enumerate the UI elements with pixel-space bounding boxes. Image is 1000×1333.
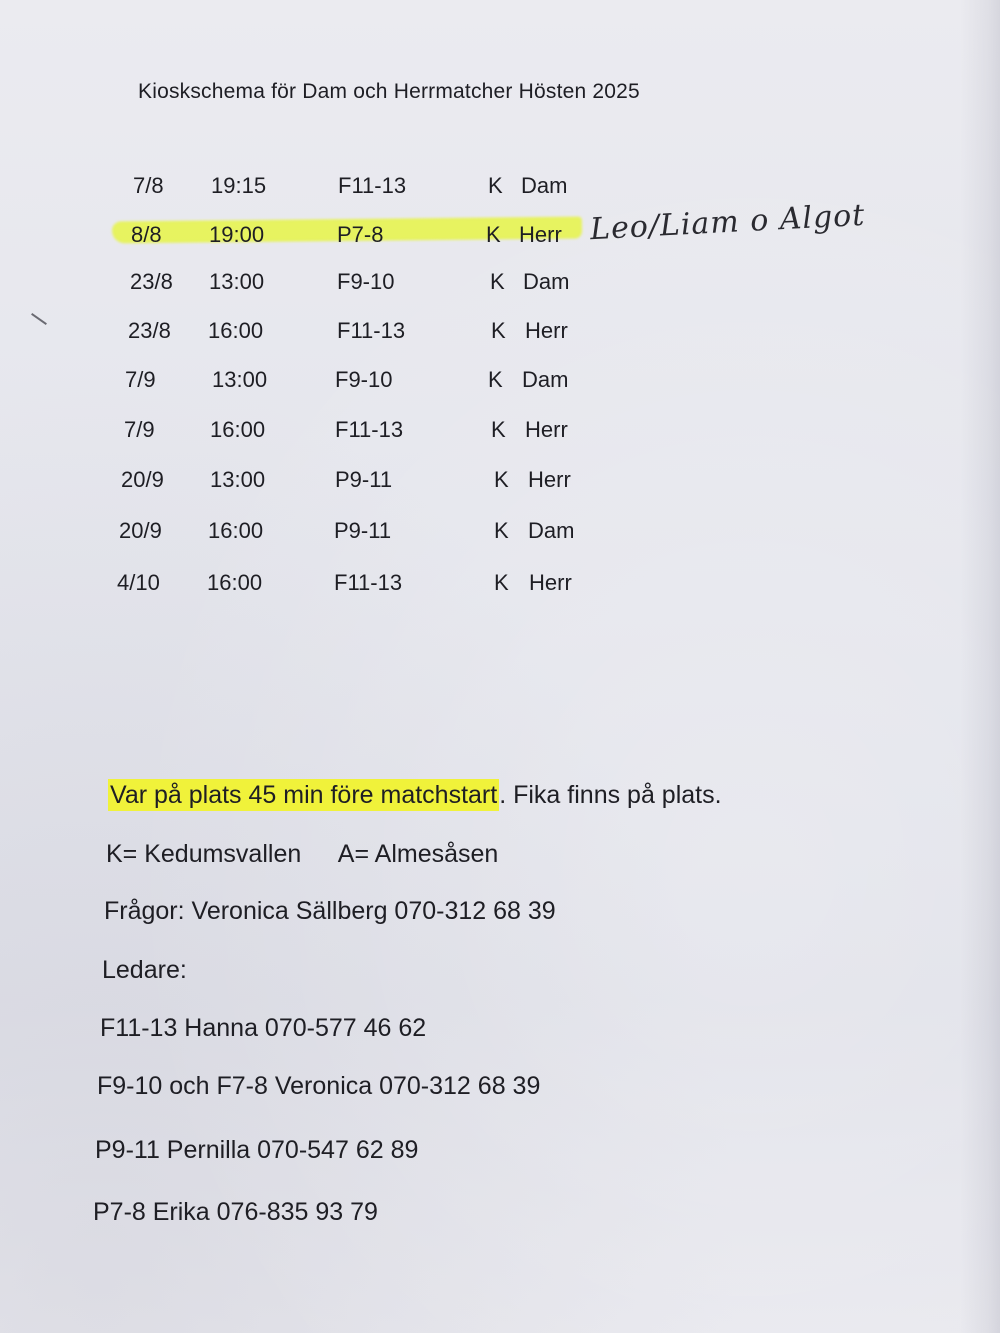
schedule-date: 23/8 bbox=[130, 269, 173, 294]
leader-contact: P7-8 Erika 076-835 93 79 bbox=[93, 1198, 378, 1226]
schedule-team: P9-11 bbox=[335, 467, 393, 492]
legend-k: K= Kedumsvallen bbox=[106, 840, 302, 868]
leaders-heading: Ledare: bbox=[102, 956, 187, 984]
schedule-date: 8/8 bbox=[131, 222, 162, 247]
handwritten-note: Leo/Liam o Algot bbox=[589, 197, 867, 248]
schedule-row bbox=[117, 570, 677, 604]
schedule-team: F11-13 bbox=[334, 570, 403, 595]
schedule-date: 23/8 bbox=[128, 318, 171, 343]
schedule-team: F11-13 bbox=[338, 173, 407, 198]
schedule-team: F11-13 bbox=[337, 318, 406, 343]
schedule-time: 16:00 bbox=[207, 570, 263, 595]
schedule-row bbox=[119, 518, 679, 552]
legend-a: A= Almesåsen bbox=[337, 840, 499, 868]
schedule-time: 13:00 bbox=[209, 269, 265, 294]
schedule-row bbox=[133, 173, 693, 207]
schedule-time: 19:00 bbox=[209, 222, 265, 247]
notice-rest-text: . Fika finns på plats. bbox=[499, 781, 722, 809]
schedule-row bbox=[130, 269, 690, 303]
schedule-date: 20/9 bbox=[121, 467, 164, 492]
schedule-date: 7/9 bbox=[125, 367, 156, 392]
schedule-place: K bbox=[491, 318, 506, 343]
notice-line bbox=[108, 781, 722, 810]
schedule-place: K bbox=[491, 417, 506, 442]
schedule-date: 20/9 bbox=[119, 518, 162, 543]
schedule-team: P9-11 bbox=[334, 518, 392, 543]
legend-line bbox=[106, 840, 498, 869]
schedule-type: Herr bbox=[519, 222, 562, 247]
schedule-place: K bbox=[488, 173, 503, 198]
schedule-type: Dam bbox=[521, 173, 568, 198]
schedule-row bbox=[125, 367, 685, 401]
schedule-time: 13:00 bbox=[212, 367, 268, 392]
notice-highlighted-text: Var på plats 45 min före matchstart bbox=[110, 781, 498, 809]
schedule-type: Herr bbox=[528, 467, 571, 492]
paper-fold-shadow bbox=[960, 0, 1000, 1333]
schedule-time: 16:00 bbox=[210, 417, 266, 442]
schedule-place: K bbox=[486, 222, 501, 247]
schedule-time: 19:15 bbox=[211, 173, 267, 198]
schedule-type: Dam bbox=[528, 518, 575, 543]
schedule-type: Herr bbox=[525, 318, 568, 343]
schedule-team: F9-10 bbox=[337, 269, 395, 294]
schedule-date: 7/9 bbox=[124, 417, 155, 442]
schedule-type: Herr bbox=[529, 570, 572, 595]
margin-pen-mark bbox=[31, 313, 47, 325]
schedule-place: K bbox=[494, 518, 509, 543]
leader-contact: F11-13 Hanna 070-577 46 62 bbox=[100, 1014, 427, 1042]
schedule-team: F9-10 bbox=[335, 367, 393, 392]
schedule-team: P7-8 bbox=[337, 222, 384, 247]
schedule-place: K bbox=[494, 467, 509, 492]
schedule-row bbox=[124, 417, 684, 451]
leader-contact: F9-10 och F7-8 Veronica 070-312 68 39 bbox=[97, 1072, 541, 1100]
schedule-place: K bbox=[494, 570, 509, 595]
schedule-time: 16:00 bbox=[208, 318, 264, 343]
leader-contact: P9-11 Pernilla 070-547 62 89 bbox=[95, 1136, 419, 1164]
schedule-date: 4/10 bbox=[117, 570, 160, 595]
schedule-type: Dam bbox=[522, 367, 569, 392]
schedule-place: K bbox=[490, 269, 505, 294]
document-title: Kioskschema för Dam och Herrmatcher Hösten 2025 bbox=[138, 80, 640, 103]
schedule-date: 7/8 bbox=[133, 173, 164, 198]
schedule-team: F11-13 bbox=[335, 417, 404, 442]
questions-contact: Frågor: Veronica Sällberg 070-312 68 39 bbox=[104, 897, 556, 925]
schedule-row bbox=[128, 318, 688, 352]
schedule-place: K bbox=[488, 367, 503, 392]
schedule-type: Herr bbox=[525, 417, 568, 442]
schedule-time: 16:00 bbox=[208, 518, 264, 543]
schedule-time: 13:00 bbox=[210, 467, 266, 492]
schedule-type: Dam bbox=[523, 269, 570, 294]
schedule-row bbox=[121, 467, 681, 501]
